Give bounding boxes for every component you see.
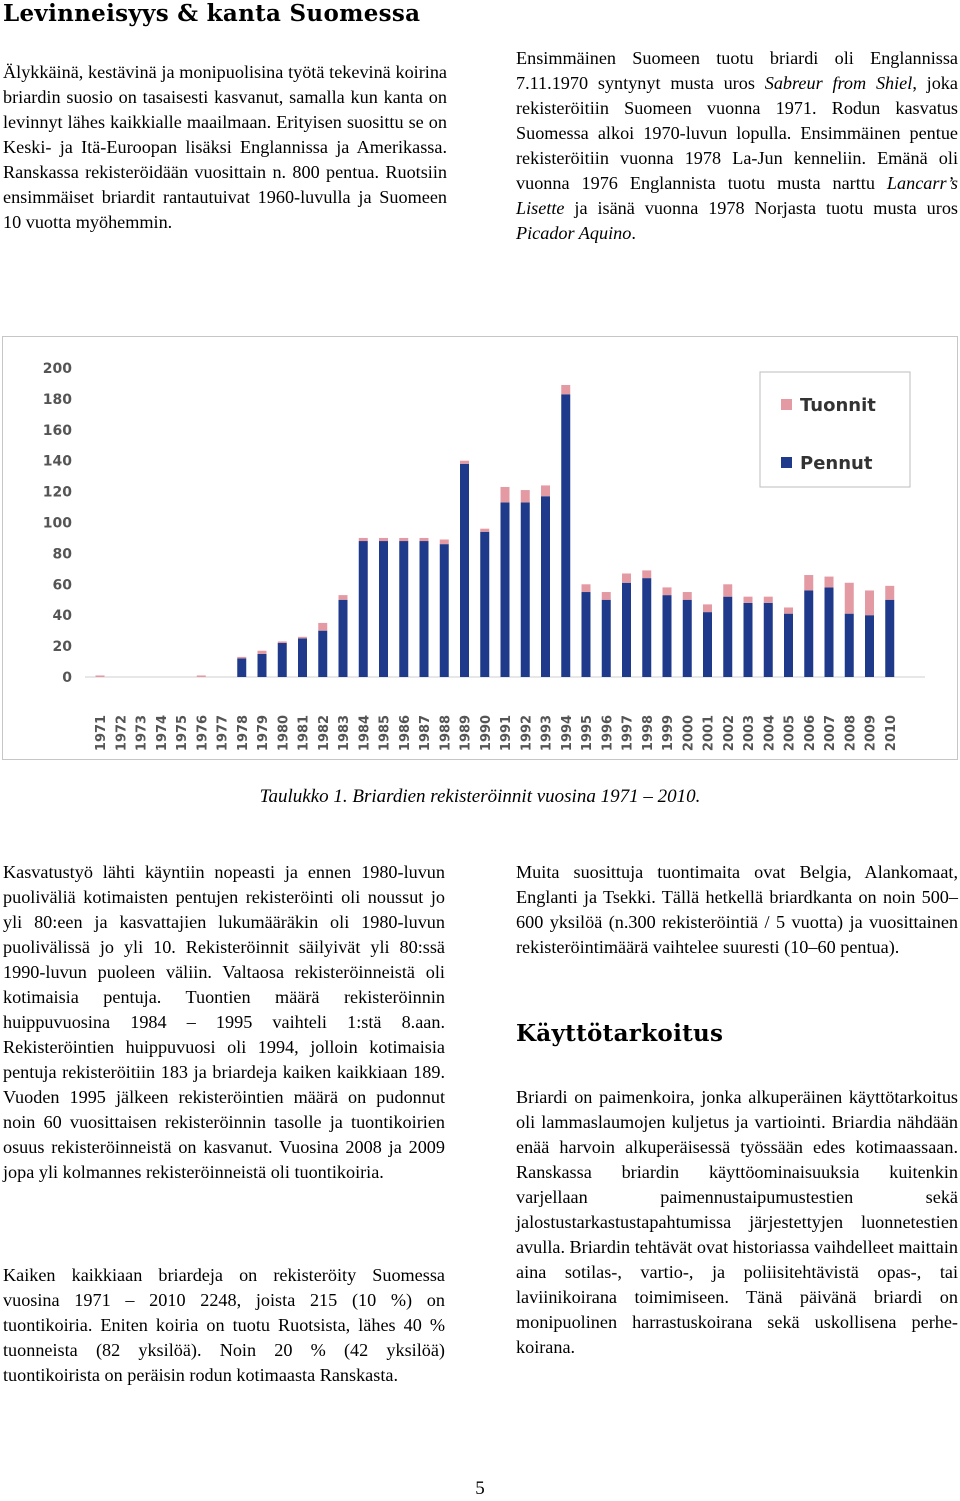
bar-tuonnit — [521, 490, 530, 502]
x-tick-label: 1993 — [539, 714, 555, 752]
x-tick-label: 2003 — [742, 714, 757, 752]
x-tick-label: 1976 — [195, 714, 211, 752]
bar-pennut — [865, 615, 874, 677]
x-tick-label: 2009 — [863, 714, 879, 752]
text-fragment: , joka rekisteröitiin Suomeen vuonna 1971. Rodun kasvatus Suomessa alkoi 1970-luvun lopulla. Ensimmäinen pentue rekisteröitiin vuonna 1978 La-Jun kenneliin. Emänä oli vuonna 1976 Englannista tuotu musta narttu — [516, 73, 958, 193]
x-tick-label: 1974 — [154, 714, 170, 752]
x-tick-label: 1995 — [580, 714, 595, 752]
x-tick-label: 1985 — [377, 714, 393, 752]
x-tick-label: 2001 — [701, 714, 717, 752]
x-tick-label: 1972 — [114, 714, 130, 752]
x-tick-label: 1989 — [458, 714, 474, 752]
bar-pennut — [642, 578, 651, 677]
bar-tuonnit — [278, 641, 287, 643]
bar-tuonnit — [744, 597, 753, 603]
text-fragment: . — [631, 223, 636, 243]
x-tick-label: 1998 — [640, 714, 656, 752]
bar-tuonnit — [318, 623, 327, 631]
bar-pennut — [683, 600, 692, 677]
x-tick-label: 1991 — [499, 714, 514, 752]
bar-tuonnit — [298, 637, 307, 639]
bar-pennut — [622, 583, 631, 677]
bar-pennut — [460, 464, 469, 677]
bar-tuonnit — [339, 595, 348, 600]
y-tick-label: 80 — [52, 546, 72, 563]
bar-tuonnit — [602, 592, 611, 600]
x-tick-label: 2005 — [782, 714, 798, 752]
bar-tuonnit — [96, 675, 105, 677]
x-tick-label: 2010 — [883, 714, 899, 752]
bar-tuonnit — [642, 570, 651, 578]
x-tick-label: 1981 — [296, 714, 312, 752]
x-tick-label: 1988 — [438, 714, 454, 752]
bar-tuonnit — [359, 538, 368, 541]
bar-tuonnit — [764, 597, 773, 603]
x-tick-label: 1994 — [559, 714, 575, 752]
x-tick-label: 2008 — [843, 714, 859, 752]
bar-tuonnit — [582, 584, 591, 592]
section-title-levinneisyys: Levinneisyys & kanta Suomessa — [3, 0, 421, 27]
x-tick-label: 1996 — [600, 714, 616, 752]
paragraph-first-import — [516, 46, 958, 246]
x-tick-label: 1982 — [316, 714, 332, 752]
x-tick-label: 1979 — [256, 714, 271, 752]
bar-tuonnit — [723, 584, 732, 596]
x-tick-label: 1977 — [215, 714, 231, 752]
bar-pennut — [885, 600, 894, 677]
y-tick-label: 40 — [52, 608, 72, 625]
bar-pennut — [379, 541, 388, 677]
dog-name-picador: Picador Aquino — [516, 223, 632, 243]
bar-tuonnit — [379, 538, 388, 541]
bar-pennut — [480, 532, 489, 677]
x-tick-label: 1971 — [94, 714, 109, 752]
bar-tuonnit — [865, 590, 874, 615]
bar-tuonnit — [460, 461, 469, 464]
bar-pennut — [278, 643, 287, 677]
paragraph-kayttotarkoitus: Briardi on paimenkoira, jonka alkuperäinen käyttötarkoitus oli lammaslaumojen kuljetus ja vartiointi. Briardia nähdään enää harvoin alkuperäisessä työssään edes kotimaassaan. Ranskassa briardin käyttöominaisuuksia kuitenkin varjellaan paimennustaipumustestien sekä jalostustarkastustapahtumissa järjestettyjen luonnetestien avulla. Briardin tehtävät ovat historiassa vaihdelleet maittain aina sotilas-, vartio-, ja poliisitehtävistä opas-, tai laviinikoirana toimimiseen. Tänä päivänä briardi on monipuolinen harrastuskoirana sekä uskollisena perhe-koirana. — [516, 1087, 958, 1357]
bar-pennut — [440, 544, 449, 677]
bar-pennut — [339, 600, 348, 677]
bar-tuonnit — [703, 604, 712, 612]
bar-pennut — [541, 496, 550, 677]
chart-legend — [760, 372, 910, 487]
bar-pennut — [825, 587, 834, 677]
text-fragment: Ensimmäinen Suomeen tuotu briardi oli Englannissa 7.11.1970 syntynyt musta uros — [516, 48, 958, 93]
bar-tuonnit — [237, 657, 246, 659]
bar-pennut — [663, 595, 672, 677]
bar-pennut — [501, 502, 510, 677]
bar-tuonnit — [399, 538, 408, 541]
dog-name-lisette: Lancarr’s Lisette — [516, 173, 958, 218]
paragraph-total-registrations: Kaiken kaikkiaan briardeja on rekisteröity Suomessa vuosina 1971 – 2010 2248, joista 215 (10 %) on tuontikoiria. Eniten koiria on tuotu Ruotsista, lähes 40 % tuonneista (82 yksilöä). Noin 20 % (42 yksilöä) tuontikoirista on peräisin rodun kotimaasta Ranskasta. — [3, 1265, 445, 1385]
bar-tuonnit — [258, 651, 267, 654]
bar-pennut — [602, 600, 611, 677]
bar-pennut — [561, 394, 570, 677]
bar-tuonnit — [784, 607, 793, 613]
paragraph-import-countries: Muita suosittuja tuontimaita ovat Belgia, Alankomaat, Englanti ja Tsekki. Tällä hetkellä briardkanta on noin 500–600 yksilöä (n.300 rekisteröintiä / 5 vuotta) ja vuosittainen rekisteröintimäärä vaihtelee suuresti (10–60 pentua). — [516, 862, 958, 957]
y-tick-label: 140 — [42, 453, 72, 470]
x-tick-label: 1999 — [661, 714, 676, 752]
bar-tuonnit — [683, 592, 692, 600]
x-tick-label: 2007 — [823, 714, 838, 752]
bar-pennut — [521, 502, 530, 677]
bar-pennut — [399, 541, 408, 677]
x-tick-label: 1997 — [620, 714, 636, 752]
x-tick-label: 2002 — [721, 714, 737, 752]
bar-pennut — [744, 603, 753, 677]
bar-tuonnit — [845, 583, 854, 614]
x-tick-label: 2000 — [681, 714, 697, 752]
bar-pennut — [845, 614, 854, 677]
bar-tuonnit — [501, 487, 510, 502]
section-title-kayttotarkoitus: Käyttötarkoitus — [516, 1020, 724, 1047]
y-tick-label: 120 — [42, 484, 72, 501]
bar-pennut — [764, 603, 773, 677]
x-tick-label: 1978 — [235, 714, 251, 752]
x-tick-label: 1984 — [357, 714, 373, 752]
x-tick-label: 1992 — [519, 714, 535, 752]
chart-caption: Taulukko 1. Briardien rekisteröinnit vuosina 1971 – 2010. — [259, 786, 701, 807]
legend-swatch — [781, 399, 792, 410]
y-tick-label: 20 — [52, 639, 72, 656]
bar-pennut — [237, 658, 246, 677]
bar-tuonnit — [622, 573, 631, 582]
bar-tuonnit — [440, 539, 449, 544]
x-tick-label: 1990 — [478, 714, 494, 752]
x-tick-label: 1987 — [418, 714, 433, 752]
bar-pennut — [298, 638, 307, 677]
bar-tuonnit — [885, 586, 894, 600]
registrations-chart — [2, 336, 958, 760]
x-tick-label: 1973 — [134, 714, 150, 752]
bar-pennut — [420, 541, 429, 677]
bar-tuonnit — [663, 587, 672, 595]
bar-pennut — [703, 612, 712, 677]
bar-pennut — [258, 654, 267, 677]
bar-tuonnit — [825, 577, 834, 588]
bar-tuonnit — [480, 529, 489, 532]
x-tick-label: 1980 — [276, 714, 292, 752]
bar-tuonnit — [561, 385, 570, 394]
paragraph-levinneisyys-intro: Älykkäinä, kestävinä ja monipuolisina työtä tekevinä koirina briardin suosio on tasaisesti kasvanut, samalla kun kanta on levinnyt lähes kaikkialle maailmaan. Erityisen suosittu se on Keski- ja Itä-Euroopan lisäksi Englannissa ja Amerikassa. Ranskassa rekisteröidään vuosittain n. 800 pentua. Ruotsiin ensimmäiset briardit rantautuivat 1960-luvulla ja Suomeen 10 vuotta myöhemmin. — [3, 62, 447, 232]
registrations-chart-svg — [3, 337, 957, 759]
x-tick-label: 1975 — [175, 714, 190, 752]
bar-pennut — [359, 541, 368, 677]
y-tick-label: 160 — [42, 422, 72, 439]
bar-tuonnit — [197, 675, 206, 677]
bar-tuonnit — [804, 575, 813, 590]
bar-pennut — [784, 614, 793, 677]
bar-tuonnit — [541, 485, 550, 496]
bar-tuonnit — [420, 538, 429, 541]
bar-pennut — [804, 590, 813, 677]
y-tick-label: 180 — [42, 391, 72, 408]
x-tick-label: 2004 — [762, 714, 778, 752]
x-tick-label: 2006 — [802, 714, 818, 752]
bar-pennut — [582, 592, 591, 677]
x-tick-label: 1983 — [337, 714, 352, 752]
page-number: 5 — [475, 1478, 485, 1499]
x-tick-label: 1986 — [397, 714, 413, 752]
y-tick-label: 100 — [42, 515, 72, 532]
paragraph-kasvatustyo: Kasvatustyö lähti käyntiin nopeasti ja ennen 1980-luvun puoliväliä kotimaisten pentujen rekisteröinti oli noussut jo yli 80:een ja kasvattajien lukumääräkin oli 1980-luvun puolivälissä jo yli 10. Rekisteröinnit säilyivät yli 80:ssä 1990-luvun puoleen väliin. Valtaosa rekisteröinneistä oli kotimaisia pentuja. Tuontien määrä rekisteröinnin huippuvuosina 1984 – 1995 vaihteli 1:stä 8.aan. Rekisteröintien huippuvuosi oli 1994, jolloin kotimaisia pentuja rekisteröitiin 183 ja briardeja kaiken kaikkiaan 189. Vuoden 1995 jälkeen rekisteröintien määrä on pudonnut noin 60 vuosittaisen rekisteröinnin tasolle ja tuontikoirien osuus rekisteröinneistä on kasvanut. Vuosina 2008 ja 2009 jopa yli kolmannes rekisteröinneistä oli tuontikoiria. — [3, 862, 445, 1182]
y-tick-label: 60 — [52, 577, 72, 594]
legend-label: Tuonnit — [800, 395, 876, 416]
y-tick-label: 200 — [42, 361, 72, 377]
bar-pennut — [723, 597, 732, 677]
y-tick-label: 0 — [62, 670, 72, 686]
dog-name-sabreur: Sabreur from Shiel — [764, 73, 913, 93]
text-fragment: ja isänä vuonna 1978 Norjasta tuotu musta uros — [564, 198, 958, 218]
legend-label: Pennut — [800, 453, 873, 474]
bar-pennut — [318, 631, 327, 677]
legend-swatch — [781, 457, 792, 468]
